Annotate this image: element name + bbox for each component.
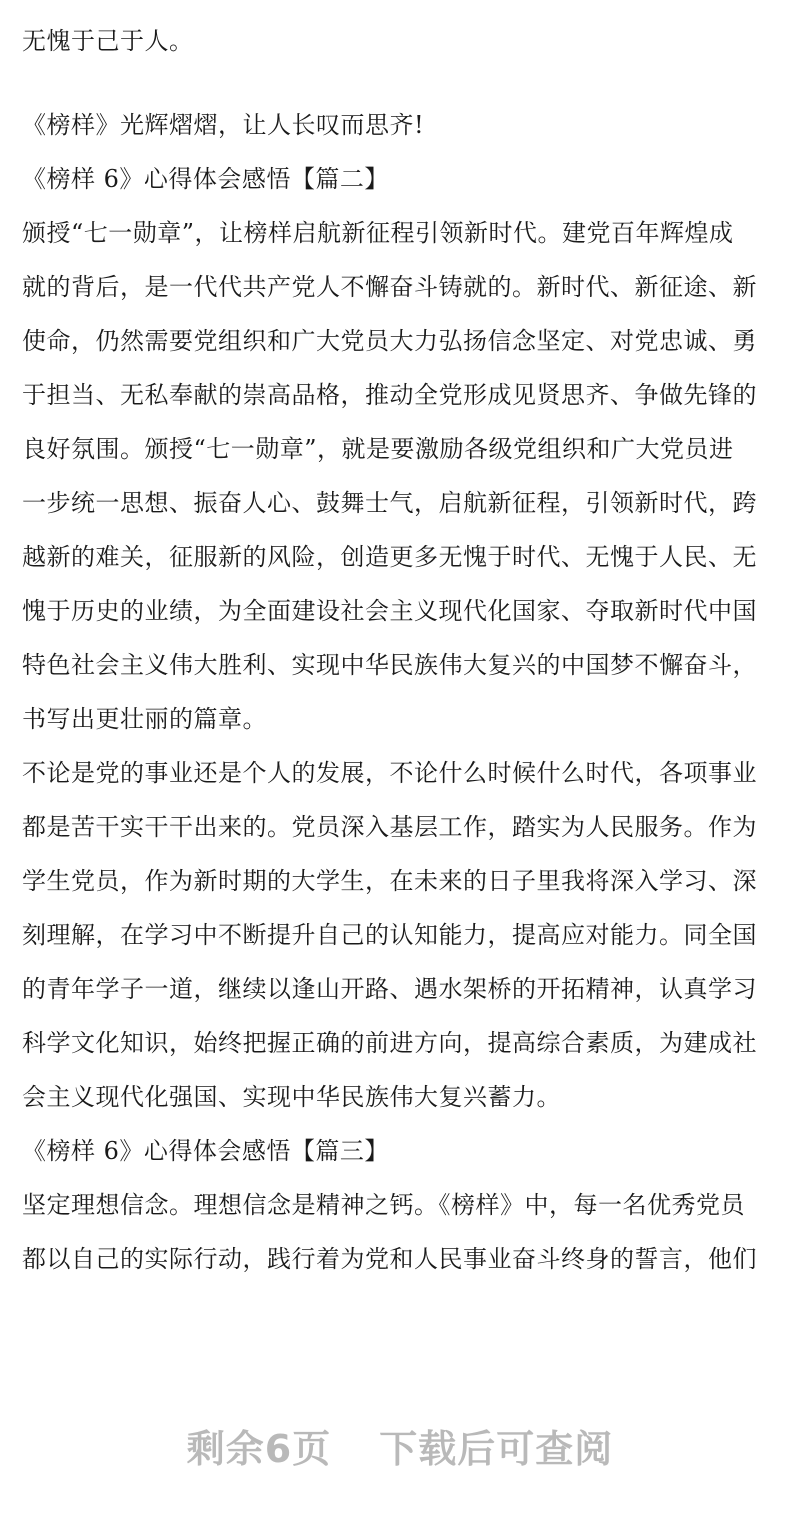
text-line	[22, 1286, 782, 1340]
section-heading: 《榜样 6》心得体会感悟【篇二】	[22, 165, 389, 193]
text-line: 愧于历史的业绩，为全面建设社会主义现代化国家、夺取新时代中国	[22, 597, 757, 625]
text-line: 科学文化知识，始终把握正确的前进方向，提高综合素质，为建成社	[22, 1029, 757, 1057]
text-line: 使命，仍然需要党组织和广大党员大力弘扬信念坚定、对党忠诚、勇	[22, 327, 757, 355]
text-line: 书写出更壮丽的篇章。	[22, 705, 267, 733]
text-line: 都以自己的实际行动，践行着为党和人民事业奋斗终身的誓言，他们	[22, 1245, 757, 1273]
text-line: 不论是党的事业还是个人的发展，不论什么时候什么时代，各项事业	[22, 759, 757, 787]
text-line: 的青年学子一道，继续以逢山开路、遇水架桥的开拓精神，认真学习	[22, 975, 757, 1003]
text-line: 颁授“七一勋章”，让榜样启航新征程引领新时代。建党百年辉煌成	[22, 219, 734, 247]
text-line: 会主义现代化强国、实现中华民族伟大复兴蓄力。	[22, 1083, 561, 1111]
document-body	[22, 14, 782, 1340]
text-line: 刻理解，在学习中不断提升自己的认知能力，提高应对能力。同全国	[22, 921, 757, 949]
text-line: 都是苦干实干干出来的。党员深入基层工作，踏实为人民服务。作为	[22, 813, 757, 841]
text-line: 《榜样》光辉熠熠，让人长叹而思齐!	[22, 111, 425, 139]
text-line: 《榜样 6》心得体会感悟【篇三】	[22, 1137, 389, 1165]
text-line: 就的背后，是一代代共产党人不懈奋斗铸就的。新时代、新征途、新	[22, 273, 757, 301]
text-line: 一步统一思想、振奋人心、鼓舞士气，启航新征程，引领新时代，跨	[22, 489, 757, 517]
remaining-pages-label: 剩余6页	[186, 1427, 332, 1471]
text-line: 无愧于己于人。	[22, 27, 194, 55]
download-prompt[interactable]	[0, 1418, 800, 1473]
text-line: 特色社会主义伟大胜利、实现中华民族伟大复兴的中国梦不懈奋斗，	[22, 651, 757, 679]
text-line: 越新的难关，征服新的风险，创造更多无愧于时代、无愧于人民、无	[22, 543, 757, 571]
text-line: 良好氛围。颁授“七一勋章”，就是要激励各级党组织和广大党员进	[22, 435, 734, 463]
text-line: 学生党员，作为新时期的大学生，在未来的日子里我将深入学习、深	[22, 867, 757, 895]
text-line: 于担当、无私奉献的崇高品格，推动全党形成见贤思齐、争做先锋的	[22, 381, 757, 409]
paragraph-gap	[22, 68, 782, 98]
section-heading: 坚定理想信念。理想信念是精神之钙。《榜样》中，每一名优秀党员	[22, 1191, 745, 1219]
download-to-view-label: 下载后可查阅	[379, 1427, 614, 1471]
